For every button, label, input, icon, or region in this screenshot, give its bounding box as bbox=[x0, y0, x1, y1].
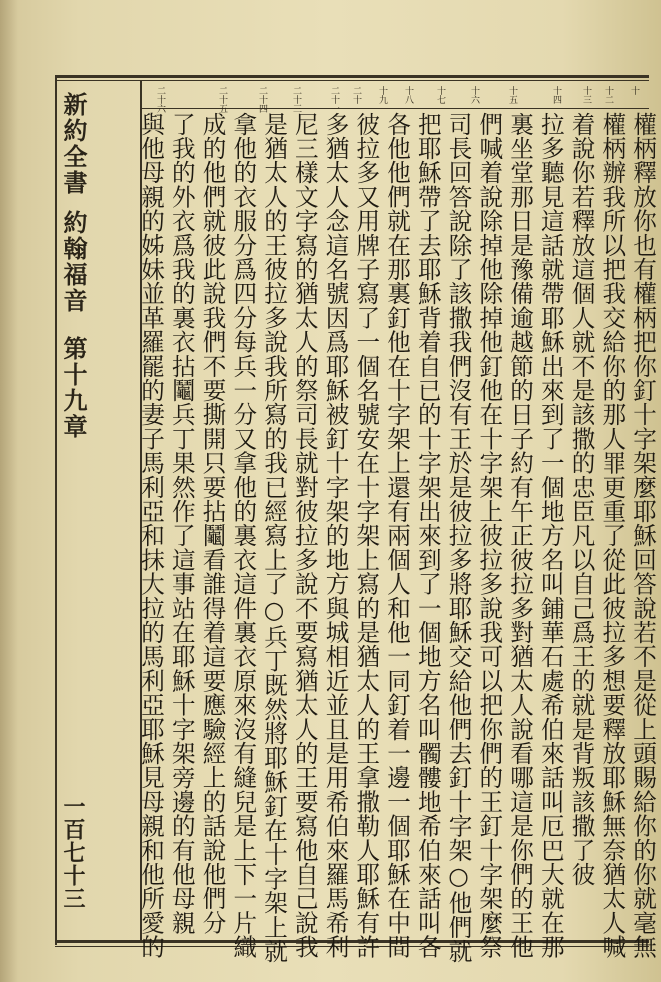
text-column: 是猶太人的王彼拉多說我所寫的我已經寫上了○兵丁既然將耶穌釘在十字架上就 bbox=[260, 112, 288, 964]
text-column: 多猶太人念這名號因爲耶穌被釘十字架的地方與城相近並且是用希伯來羅馬希利 bbox=[321, 112, 350, 959]
verse-marker: 二十六 bbox=[155, 86, 165, 113]
running-head bbox=[58, 92, 88, 440]
verse-marker: 十四 bbox=[551, 86, 561, 104]
verse-marker: 十二 bbox=[603, 86, 613, 104]
chapter-title: 第十九章 bbox=[59, 336, 88, 440]
verse-marker: 十九 bbox=[377, 86, 387, 104]
text-column: 拿他的衣服分爲四分每兵一分又拿他的裏衣這件裏衣原來沒有縫兒是上下一片織 bbox=[229, 112, 258, 959]
text-column: 與他母親的姊妹並革羅罷的妻子馬利亞和抹大拉的馬利亞耶穌見母親和他所愛的 bbox=[137, 112, 165, 959]
text-column: 把耶穌帶了去耶穌背着自已的十字架出來到了一個地方名叫髑髏地希伯來話叫各 bbox=[413, 112, 442, 959]
page-gutter-shadow bbox=[0, 0, 18, 982]
text-column: 拉多聽見這話就帶耶穌出來到了一個地方名叫鋪華石處希伯來話叫厄巴大就在那 bbox=[536, 112, 565, 959]
verse-marker: 十八 bbox=[403, 86, 413, 104]
verse-marker: 二十 bbox=[351, 86, 361, 104]
verse-marker: 十三 bbox=[581, 86, 591, 104]
verse-marker: 二十三 bbox=[291, 86, 301, 113]
verse-marker: 二十一 bbox=[329, 86, 339, 113]
text-column: 彼拉多又用牌子寫了一個名號安在十字架上寫的是猶太人的王拿撒勒人耶穌有許 bbox=[352, 112, 381, 959]
gospel-title: 約翰福音 bbox=[59, 210, 88, 314]
top-rule-thin bbox=[55, 80, 649, 81]
book-title: 新約全書 bbox=[59, 92, 88, 196]
text-column: 尼三樣文字寫的猶太人的祭司長就對彼拉多說不要寫猶太人的王要寫他自己說我 bbox=[290, 112, 319, 959]
text-column: 各他他們就在那裏釘他在十字架上還有兩個人和他一同釘着一邊一個耶穌在中間 bbox=[383, 112, 411, 959]
text-column: 成的他們就彼此說我們不要撕開只要拈鬮看誰得着這要應驗經上的話說他們分 bbox=[198, 112, 227, 935]
text-column: 司長回答說除了該撒我們沒有王於是彼拉多將耶穌交給他們去釘十字架○他們就 bbox=[444, 112, 473, 964]
text-column: 們喊着說除掉他除掉他釘他在十字架上彼拉多說我可以把你們的王釘十字架麼祭 bbox=[475, 112, 504, 959]
text-column: 權柄釋放你也有權柄把你釘十字架麼耶穌回答說若不是從上頭賜給你的你就毫無 bbox=[629, 112, 657, 959]
verse-marker: 十五 bbox=[507, 86, 517, 104]
left-rule bbox=[55, 75, 57, 945]
verse-marker: 二十四 bbox=[257, 86, 267, 113]
top-rule bbox=[55, 75, 649, 78]
text-column: 着說你若釋放這個人就不是該撒的忠臣凡以自己爲王的就是背叛該撒了彼 bbox=[567, 112, 596, 887]
text-column: 了我的外衣爲我的裏衣拈鬮兵丁果然作了這事站在耶穌十字架旁邊的有他母親 bbox=[167, 112, 196, 935]
verse-marker: 十七 bbox=[435, 86, 445, 104]
page-number: 一百七十三 bbox=[60, 795, 86, 910]
verse-marker: 十 bbox=[629, 86, 639, 95]
verse-marker: 十六 bbox=[469, 86, 479, 104]
verse-marker: 二十五 bbox=[217, 86, 227, 113]
text-column: 裏坐堂那日是豫備逾越節的日子約有午正彼拉多對猶太人說看哪這是你們的王他 bbox=[506, 112, 534, 959]
text-column: 權柄辦我所以把我交給你的那人罪更重了從此彼拉多想要釋放耶穌無奈猶太人喊 bbox=[598, 112, 627, 959]
